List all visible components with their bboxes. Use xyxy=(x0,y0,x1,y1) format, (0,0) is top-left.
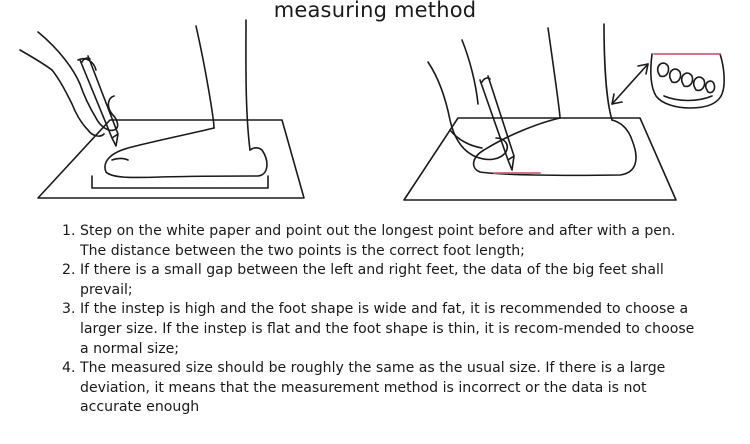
foot-left xyxy=(105,128,267,177)
leg-right xyxy=(548,28,560,118)
right-illustration xyxy=(404,24,724,200)
toe-closeup xyxy=(651,54,724,108)
instruction-number: 4. xyxy=(62,360,76,377)
instruction-number: 3. xyxy=(62,301,76,318)
paper-sheet-left xyxy=(38,120,304,198)
leg-left xyxy=(196,26,214,128)
instruction-item xyxy=(62,300,702,359)
instruction-item xyxy=(62,359,702,418)
page-title: measuring method xyxy=(273,0,477,22)
instruction-text: If there is a small gap between the left and right feet, the data of the big feet shall prevail; xyxy=(80,262,664,298)
double-arrow xyxy=(612,64,648,104)
instruction-item xyxy=(62,261,702,300)
pen-right xyxy=(480,76,514,170)
instruction-number: 1. xyxy=(62,223,76,239)
instruction-number: 2. xyxy=(62,262,76,279)
foot-right xyxy=(474,118,636,175)
left-illustration xyxy=(20,20,304,198)
instruction-item xyxy=(62,222,702,261)
instruction-text: Step on the white paper and point out the longest point before and after with a pen. The distance between the two points is the correct foot length; xyxy=(80,223,676,259)
instruction-list xyxy=(62,222,702,418)
measuring-illustration xyxy=(0,0,750,215)
instruction-text: The measured size should be roughly the same as the usual size. If there is a large deviation, it means that the measurement method is incorrect or the data is not accurate enough xyxy=(80,360,666,416)
instruction-text: If the instep is high and the foot shape is wide and fat, it is recommended to choose a larger size. If the instep is flat and the foot shape is thin, it is recom-mended to choose a normal size; xyxy=(80,301,695,357)
